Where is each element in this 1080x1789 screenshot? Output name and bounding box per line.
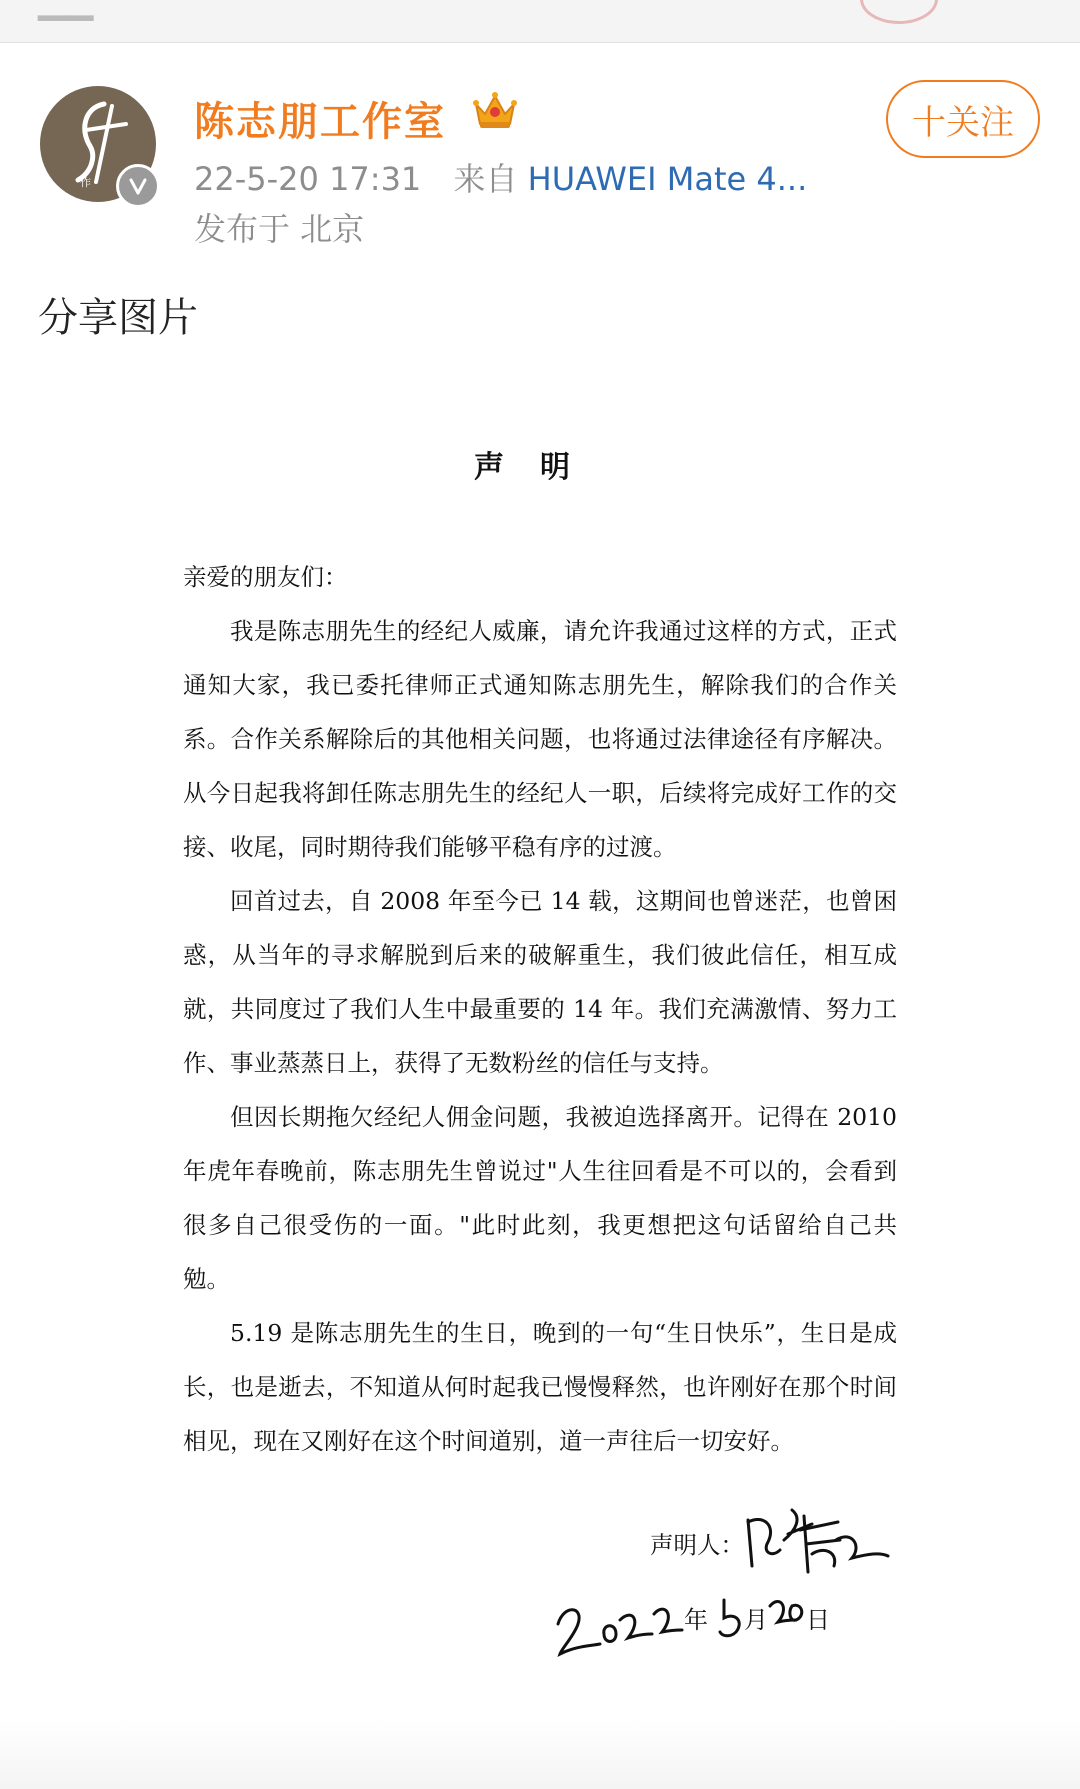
verified-v-icon [116, 164, 160, 208]
statement-title: 声明 [474, 450, 606, 485]
cut-off-logo-icon [860, 0, 938, 24]
handwritten-date [556, 1584, 836, 1660]
statement-image[interactable] [0, 360, 1080, 1789]
crown-icon [472, 90, 518, 132]
follow-button[interactable]: 十关注 [886, 80, 1040, 158]
author-name[interactable]: 陈志朋工作室 [194, 99, 446, 145]
statement-salutation: 亲爱的朋友们： [183, 563, 348, 591]
statement-paragraph: 回首过去，自 2008 年至今已 14 载，这期间也曾迷茫，也曾困惑，从当年的寻求解脱到后来的破解重生，我们彼此信任，相互成就，共同度过了我们人生中最重要的 14 年。我们充满激情、努力工作、事业蒸蒸日上，获得了无数粉丝的信任与支持。 [183, 887, 897, 1077]
statement-paragraph: 5.19 是陈志朋先生的生日，晚到的一句“生日快乐”，生日是成长，也是逝去，不知道从何时起我已慢慢释然，也许刚好在那个时间相见，现在又刚好在这个时间道别，道一声往后一切安好。 [183, 1319, 897, 1455]
source-prefix: 来自 [453, 160, 518, 198]
post-time: 22-5-20 17:31 [194, 160, 422, 198]
statement-paragraph: 但因长期拖欠经纪人佣金问题，我被迫选择离开。记得在 2010 年虎年春晚前，陈志朋先生曾说过"人生往回看是不可以的，会看到很多自己很受伤的一面。"此时此刻，我更想把这句话留给自己共勉。 [183, 1103, 897, 1293]
source-device-link[interactable]: HUAWEI Mate 4... [527, 160, 808, 198]
date-day-suffix: 日 [806, 1606, 830, 1634]
statement-paragraph: 我是陈志朋先生的经纪人威廉，请允许我通过这样的方式，正式通知大家，我已委托律师正式通知陈志朋先生，解除我们的合作关系。合作关系解除后的其他相关问题，也将通过法律途径有序解决。从今日起我将卸任陈志朋先生的经纪人一职，后续将完成好工作的交接、收尾，同时期待我们能够平稳有序的过渡。 [183, 617, 897, 861]
date-year-suffix: 年 [684, 1606, 708, 1634]
handwritten-signature [742, 1500, 892, 1580]
post-location: 发布于 北京 [194, 210, 365, 248]
post-text: 分享图片 [38, 295, 198, 341]
statement-body [183, 550, 897, 1468]
top-strip [0, 0, 1080, 43]
post-header [0, 80, 1080, 260]
post-meta [194, 154, 807, 200]
svg-text:作: 作 [80, 176, 91, 189]
signer-label: 声明人： [650, 1531, 744, 1559]
date-month-suffix: 月 [744, 1606, 768, 1634]
image-bottom-fade [0, 1719, 1080, 1789]
cut-off-header-text: ▁▁ [38, 0, 94, 21]
